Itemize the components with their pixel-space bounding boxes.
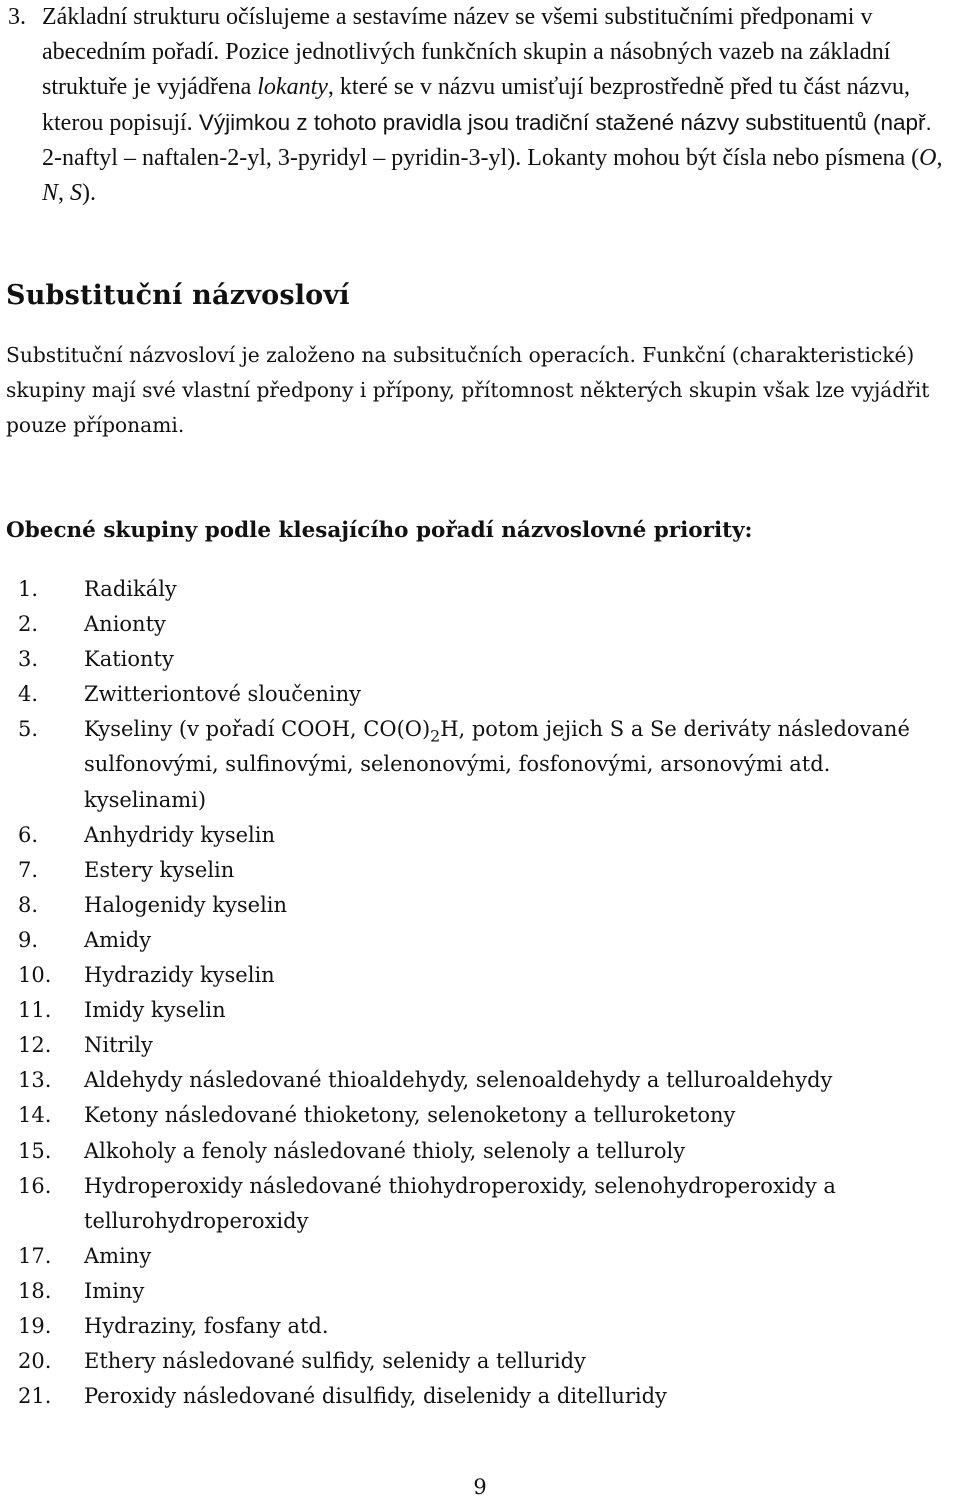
list-item-number: 4.: [18, 682, 39, 707]
list-item-text: Halogenidy kyselin: [84, 892, 288, 917]
list-item-number: 5.: [18, 717, 39, 742]
list-item-text: Alkoholy a fenoly následované thioly, selenoly a telluroly: [84, 1138, 686, 1163]
acid-text-part-b: H, potom jejich S a Se deriváty následované sulfonovými, sulfinovými, selenonovými, fosfonovými, arsonovými atd. kyselinami): [84, 717, 910, 812]
list-item: [0, 1063, 960, 1098]
list-item: [0, 607, 960, 642]
list-item-text: Anionty: [84, 612, 166, 637]
section-title: Substituční názvosloví: [6, 280, 350, 311]
intro-list-item: [8, 0, 953, 211]
list-item: [0, 853, 960, 888]
list-item-number: 6.: [18, 822, 39, 847]
list-item: [0, 1169, 960, 1239]
page-number: 9: [473, 1475, 487, 1499]
locant-separator: ,: [58, 180, 71, 206]
subscript-two: 2: [430, 726, 441, 746]
list-item-number: 19.: [18, 1313, 52, 1338]
acid-text-part-a: Kyseliny (v pořadí COOH, CO(O): [84, 717, 431, 742]
list-item: [0, 923, 960, 958]
intro-item-number: 3.: [8, 4, 26, 30]
list-item-text: Nitrily: [84, 1033, 153, 1058]
list-item-number: 20.: [18, 1349, 52, 1374]
list-item-number: 13.: [18, 1068, 52, 1093]
list-item-text: Ketony následované thioketony, selenoketony a telluroketony: [84, 1103, 736, 1128]
list-item-number: 7.: [18, 857, 39, 882]
list-item: [0, 1239, 960, 1274]
list-item-number: 11.: [18, 998, 52, 1023]
list-item-text: Hydroperoxidy následované thiohydroperoxidy, selenohydroperoxidy a tellurohydroperoxidy: [84, 1173, 836, 1233]
list-item-text: Imidy kyselin: [84, 998, 226, 1023]
list-item: [0, 1028, 960, 1063]
list-item-text: Ethery následované sulfidy, selenidy a telluridy: [84, 1349, 586, 1374]
list-item-text: Aminy: [84, 1243, 152, 1268]
list-item: [0, 993, 960, 1028]
list-item: [0, 888, 960, 923]
intro-text-part-b: , které se v názvu umisťují bezprostředně před tu část názvu, kterou popisují.: [42, 74, 910, 136]
list-item: [0, 1379, 960, 1414]
list-item-number: 2.: [18, 612, 39, 637]
priority-list: [0, 572, 960, 1414]
list-item-number: 17.: [18, 1243, 52, 1268]
list-item-number: 10.: [18, 963, 52, 988]
list-item-number: 18.: [18, 1278, 52, 1303]
list-item: [0, 818, 960, 853]
list-item-number: 16.: [18, 1173, 52, 1198]
intro-text-lokanty: lokanty: [257, 74, 328, 100]
intro-text-examples: 2-naftyl – naftalen-2-yl, 3-pyridyl – pyridin-3-yl). Lokanty mohou být čísla nebo písmena (: [42, 145, 920, 171]
list-item-number: 14.: [18, 1103, 52, 1128]
list-item-text: Iminy: [84, 1278, 145, 1303]
list-item: [0, 1098, 960, 1133]
intro-text-exception: Výjimkou z tohoto pravidla jsou tradiční stažené názvy substituentů (např.: [192, 110, 932, 135]
list-item-text: Peroxidy následované disulfidy, diselenidy a ditelluridy: [84, 1384, 667, 1409]
list-item: [0, 1344, 960, 1379]
list-item-number: 1.: [18, 577, 39, 601]
list-item-text: Zwitteriontové sloučeniny: [84, 682, 362, 707]
list-item-text: Hydraziny, fosfany atd.: [84, 1313, 329, 1338]
list-item-text: Radikály: [84, 577, 177, 601]
list-item-text: Anhydridy kyselin: [84, 822, 276, 847]
list-item-text: Estery kyselin: [84, 857, 235, 882]
intro-item-text: [42, 0, 953, 211]
list-item: [0, 1309, 960, 1344]
list-item: [0, 712, 960, 817]
list-item-number: 9.: [18, 927, 39, 952]
locant-separator: ,: [936, 145, 943, 171]
list-item: [0, 642, 960, 677]
locant-letter-n: N: [42, 180, 59, 206]
list-item: [0, 1274, 960, 1309]
locant-letter-s: S: [70, 180, 83, 206]
list-item: [0, 958, 960, 993]
intro-text-end: ).: [82, 180, 97, 206]
list-item-number: 8.: [18, 892, 39, 917]
list-item-text: Amidy: [84, 927, 152, 952]
list-item-number: 3.: [18, 647, 39, 672]
list-item-text: Kationty: [84, 647, 174, 672]
locant-letter-o: O: [919, 145, 937, 171]
list-item-text: [84, 712, 960, 817]
list-item: [0, 572, 960, 607]
priority-title: Obecné skupiny podle klesajícího pořadí názvoslovné priority:: [6, 518, 753, 543]
list-item-text: Aldehydy následované thioaldehydy, selenoaldehydy a telluroaldehydy: [84, 1068, 833, 1093]
list-item-number: 21.: [18, 1384, 52, 1409]
intro-text-part-a: Základní strukturu očíslujeme a sestavíme název se všemi substitučními předponami v abecedním pořadí. Pozice jednotlivých funkčních skupin a násobných vazeb na základní struktuře je vyjádřena: [42, 4, 891, 100]
list-item: [0, 1134, 960, 1169]
list-item: [0, 677, 960, 712]
list-item-text: Hydrazidy kyselin: [84, 963, 275, 988]
list-item-number: 12.: [18, 1033, 52, 1058]
section-paragraph: Substituční názvosloví je založeno na subsitučních operacích. Funkční (charakteristické) skupiny mají své vlastní předpony i přípony, přítomnost některých skupin však lze vyjádřit pouze příponami.: [6, 343, 930, 437]
list-item-number: 15.: [18, 1138, 52, 1163]
